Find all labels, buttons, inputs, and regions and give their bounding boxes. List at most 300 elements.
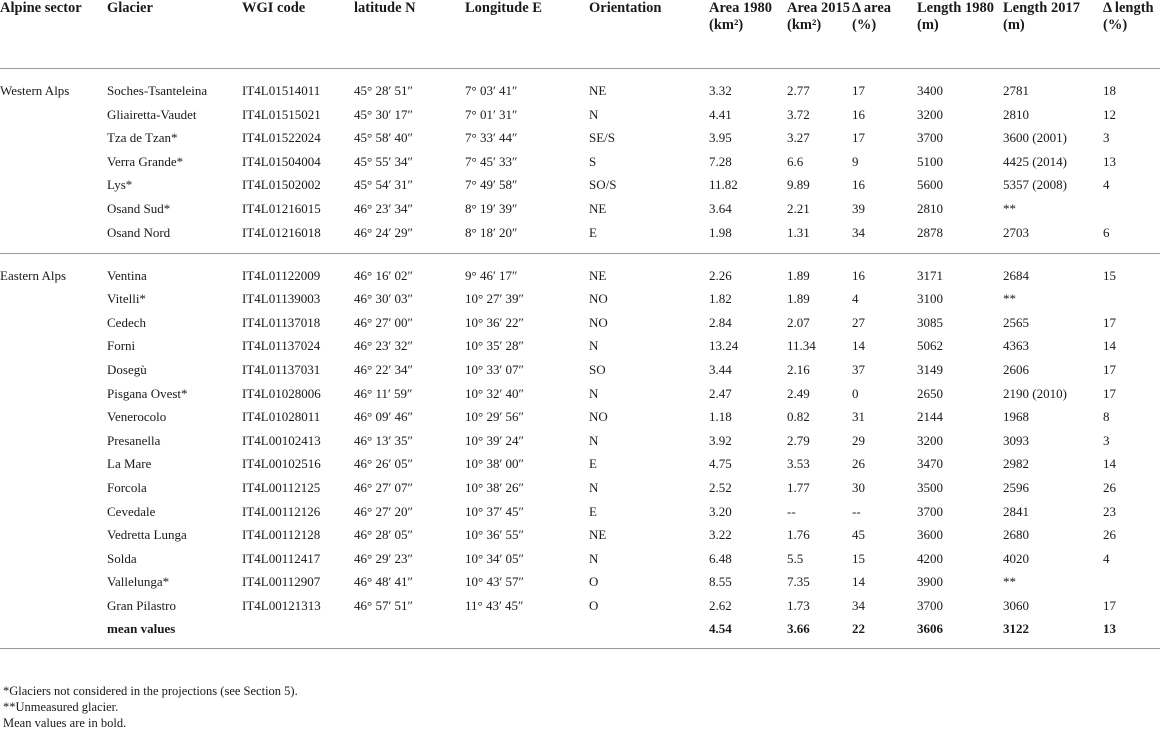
table-cell: 3700 xyxy=(917,130,943,146)
col-header: Glacier xyxy=(107,0,242,69)
table-cell: 4 xyxy=(852,291,859,307)
table-cell: 46° 16′ 02″ xyxy=(354,267,413,283)
table-row xyxy=(0,386,1160,410)
glacier-name-cell: Cedech xyxy=(107,314,146,330)
table-row xyxy=(0,130,1160,154)
table-cell: 10° 35′ 28″ xyxy=(465,338,524,354)
glacier-name-cell: Forni xyxy=(107,338,136,354)
table-cell: 10° 43′ 57″ xyxy=(465,574,524,590)
table-cell: 46° 23′ 32″ xyxy=(354,338,413,354)
table-cell: SE/S xyxy=(589,130,616,146)
table-cell: 2650 xyxy=(917,385,943,401)
table-cell xyxy=(242,621,354,649)
glacier-name-cell: Vedretta Lunga xyxy=(107,527,187,543)
table-cell: N xyxy=(589,385,599,401)
table-cell: 14 xyxy=(852,574,865,590)
table-cell: 2.07 xyxy=(787,314,810,330)
sector-cell xyxy=(0,480,107,504)
table-cell: NE xyxy=(589,200,607,216)
glacier-name-cell: Tza de Tzan* xyxy=(107,130,178,146)
table-cell: 3.44 xyxy=(709,361,732,377)
table-cell: N xyxy=(589,338,599,354)
table-cell: 2841 xyxy=(1003,503,1029,519)
table-cell: 15 xyxy=(1103,267,1116,283)
sector-cell xyxy=(0,338,107,362)
table-cell: IT4L00112907 xyxy=(242,574,321,590)
table-row xyxy=(0,69,1160,107)
mean-values-row xyxy=(0,621,1160,649)
table-cell: IT4L01028011 xyxy=(242,409,321,425)
table-cell: SO/S xyxy=(589,177,617,193)
table-cell: E xyxy=(589,456,597,472)
table-cell: 7° 49′ 58″ xyxy=(465,177,518,193)
table-cell: 3900 xyxy=(917,574,943,590)
table-cell: 10° 38′ 00″ xyxy=(465,456,524,472)
table-cell xyxy=(1103,574,1160,598)
table-cell: 3.32 xyxy=(709,83,732,98)
sector-cell xyxy=(0,527,107,551)
table-row xyxy=(0,338,1160,362)
table-cell: 4200 xyxy=(917,550,943,566)
table-cell: ** xyxy=(1003,200,1016,216)
table-cell: 2703 xyxy=(1003,225,1103,254)
table-cell: 8 xyxy=(1103,409,1110,425)
glacier-name-cell: Cevedale xyxy=(107,503,156,519)
table-cell: 17 xyxy=(852,130,865,146)
table-cell: 30 xyxy=(852,479,865,495)
table-cell: 2.84 xyxy=(709,314,732,330)
table-cell: 2.16 xyxy=(787,361,810,377)
table-cell: 3093 xyxy=(1003,432,1029,448)
col-header: Orientation xyxy=(589,0,709,69)
table-row xyxy=(0,107,1160,131)
table-cell: 11.82 xyxy=(709,177,738,193)
table-cell: 2190 (2010) xyxy=(1003,385,1067,401)
table-cell: IT4L01502002 xyxy=(242,177,321,193)
table-cell: 10° 34′ 05″ xyxy=(465,550,524,566)
table-cell: 1.76 xyxy=(787,527,810,543)
table-cell: 46° 28′ 05″ xyxy=(354,527,413,543)
table-cell: N xyxy=(589,106,599,122)
table-row xyxy=(0,551,1160,575)
sector-cell xyxy=(0,225,107,254)
table-cell: NE xyxy=(589,527,607,543)
table-cell: NO xyxy=(589,291,608,307)
table-cell: 3.64 xyxy=(709,200,732,216)
table-cell: -- xyxy=(787,503,796,519)
table-cell: 1.77 xyxy=(787,479,810,495)
glacier-name-cell: La Mare xyxy=(107,456,152,472)
table-row xyxy=(0,456,1160,480)
table-cell: 2.62 xyxy=(709,597,732,613)
table-cell: 15 xyxy=(852,550,865,566)
col-header: Length 1980 (m) xyxy=(917,0,1003,69)
table-cell: 46° 22′ 34″ xyxy=(354,361,413,377)
table-cell: 3500 xyxy=(917,479,943,495)
table-cell: 1.89 xyxy=(787,267,810,283)
table-cell: 4.41 xyxy=(709,106,732,122)
table-cell: 39 xyxy=(852,200,865,216)
mean-value-cell: 4.54 xyxy=(709,621,787,649)
table-row xyxy=(0,433,1160,457)
table-cell: 14 xyxy=(1103,456,1116,472)
footnote-bold: Mean values are in bold. xyxy=(3,716,127,730)
table-cell xyxy=(354,621,465,649)
table-cell: IT4L00112417 xyxy=(242,550,321,566)
table-cell: 2144 xyxy=(917,409,943,425)
glacier-name-cell: Vallelunga* xyxy=(107,574,170,590)
glacier-name-cell: Dosegù xyxy=(107,361,147,377)
table-cell: 4020 xyxy=(1003,550,1029,566)
table-row xyxy=(0,574,1160,598)
table-cell: 2.21 xyxy=(787,200,810,216)
table-cell: 7.28 xyxy=(709,153,732,169)
table-cell: N xyxy=(589,432,599,448)
table-body xyxy=(0,69,1160,649)
table-cell: 45° 30′ 17″ xyxy=(354,106,413,122)
table-cell xyxy=(1103,201,1160,225)
table-cell xyxy=(589,621,709,649)
table-cell: 27 xyxy=(852,314,865,330)
table-cell: 1.73 xyxy=(787,597,810,613)
sector-cell xyxy=(0,504,107,528)
table-cell: IT4L01522024 xyxy=(242,130,321,146)
table-cell: 4425 (2014) xyxy=(1003,153,1067,169)
table-cell: 13 xyxy=(1103,153,1116,169)
table-cell: 3 xyxy=(1103,130,1110,146)
table-cell: 26 xyxy=(1103,527,1116,543)
table-cell: 5100 xyxy=(917,153,943,169)
footnote-unmeasured: **Unmeasured glacier. xyxy=(3,700,119,714)
table-cell: 2.77 xyxy=(787,83,810,98)
glacier-name-cell: Venerocolo xyxy=(107,409,167,425)
table-cell: 16 xyxy=(852,267,865,283)
mean-values-label: mean values xyxy=(107,621,242,649)
table-cell: NE xyxy=(589,83,607,98)
table-cell: 2.49 xyxy=(787,385,810,401)
table-cell: 8.55 xyxy=(709,574,732,590)
table-cell: 3700 xyxy=(917,503,943,519)
table-cell: 3100 xyxy=(917,291,943,307)
table-cell: 7.35 xyxy=(787,574,810,590)
table-cell: 2.26 xyxy=(709,267,732,283)
table-cell: 2596 xyxy=(1003,479,1029,495)
table-cell: 11° 43′ 45″ xyxy=(465,597,524,613)
table-row xyxy=(0,504,1160,528)
table-cell: 46° 26′ 05″ xyxy=(354,456,413,472)
table-cell: 10° 29′ 56″ xyxy=(465,409,524,425)
table-cell: 7° 01′ 31″ xyxy=(465,106,518,122)
col-header: Alpine sector xyxy=(0,0,107,69)
table-cell: 14 xyxy=(1103,338,1116,354)
table-cell: 2781 xyxy=(1003,83,1029,98)
table-cell: 8° 19′ 39″ xyxy=(465,200,518,216)
table-cell: E xyxy=(589,225,709,254)
table-cell: 2810 xyxy=(917,200,943,216)
mean-value-cell: 3606 xyxy=(917,621,1003,649)
table-cell: 7° 45′ 33″ xyxy=(465,153,518,169)
table-cell: 37 xyxy=(852,361,865,377)
table-row xyxy=(0,315,1160,339)
sector-cell xyxy=(0,107,107,131)
table-cell: 12 xyxy=(1103,106,1116,122)
sector-cell xyxy=(0,456,107,480)
table-cell: 10° 27′ 39″ xyxy=(465,291,524,307)
table-cell: 5.5 xyxy=(787,550,804,566)
table-cell: 3.20 xyxy=(709,503,732,519)
table-row xyxy=(0,154,1160,178)
footnote-not-projected: *Glaciers not considered in the projections (see Section 5). xyxy=(3,684,298,698)
table-cell: 10° 37′ 45″ xyxy=(465,503,524,519)
table-cell: 17 xyxy=(1103,361,1116,377)
table-cell: 31 xyxy=(852,409,865,425)
table-cell: 45° 58′ 40″ xyxy=(354,130,413,146)
table-cell: 17 xyxy=(1103,385,1116,401)
glacier-name-cell: Gliairetta-Vaudet xyxy=(107,106,197,122)
table-cell: IT4L01028006 xyxy=(242,385,321,401)
table-cell: NE xyxy=(589,267,607,283)
table-cell: 16 xyxy=(852,177,865,193)
col-header: Δ length (%) xyxy=(1103,0,1160,69)
table-cell: -- xyxy=(852,503,861,519)
table-cell: 2982 xyxy=(1003,456,1029,472)
table-cell: 23 xyxy=(1103,503,1116,519)
sector-cell: Western Alps xyxy=(0,83,70,98)
table-cell: 18 xyxy=(1103,83,1116,98)
col-header: Area 2015 (km²) xyxy=(787,0,852,69)
table-row xyxy=(0,480,1160,504)
table-cell: IT4L01122009 xyxy=(242,267,321,283)
table-cell: 3.27 xyxy=(787,130,810,146)
table-cell: 4.75 xyxy=(709,456,732,472)
table-cell: 46° 13′ 35″ xyxy=(354,432,413,448)
table-cell: 5062 xyxy=(917,338,943,354)
table-cell xyxy=(1103,291,1160,315)
table-cell: 3.53 xyxy=(787,456,810,472)
table-cell: 2.47 xyxy=(709,385,732,401)
table-cell: 45 xyxy=(852,527,865,543)
table-cell: 10° 36′ 22″ xyxy=(465,314,524,330)
table-cell: 17 xyxy=(1103,597,1116,613)
col-header: latitude N xyxy=(354,0,465,69)
table-row xyxy=(0,225,1160,254)
table-cell: 10° 32′ 40″ xyxy=(465,385,524,401)
sector-cell xyxy=(0,154,107,178)
table-cell: 46° 48′ 41″ xyxy=(354,574,413,590)
table-cell: 3.22 xyxy=(709,527,732,543)
table-cell: E xyxy=(589,503,597,519)
table-cell: 13.24 xyxy=(709,338,739,354)
table-cell: 3600 (2001) xyxy=(1003,130,1067,146)
table-cell: 46° 57′ 51″ xyxy=(354,597,413,613)
table-cell: 14 xyxy=(852,338,865,354)
table-cell: IT4L01514011 xyxy=(242,83,321,98)
col-header: Δ area (%) xyxy=(852,0,917,69)
mean-value-cell: 22 xyxy=(852,621,917,649)
table-cell: S xyxy=(589,153,597,169)
table-cell: 3.95 xyxy=(709,130,732,146)
table-cell: 46° 09′ 46″ xyxy=(354,409,413,425)
table-row xyxy=(0,362,1160,386)
table-cell: 45° 28′ 51″ xyxy=(354,83,413,98)
table-row xyxy=(0,409,1160,433)
table-cell: 34 xyxy=(852,225,917,254)
table-cell: 5357 (2008) xyxy=(1003,177,1067,193)
sector-cell xyxy=(0,409,107,433)
table-cell: 10° 38′ 26″ xyxy=(465,479,524,495)
header-row xyxy=(0,0,1160,69)
table-cell: 6 xyxy=(1103,225,1160,254)
table-cell: 3 xyxy=(1103,432,1110,448)
table-cell: IT4L01137024 xyxy=(242,338,321,354)
table-cell: IT4L00112126 xyxy=(242,503,321,519)
sector-cell: Eastern Alps xyxy=(0,267,67,283)
table-cell: 5600 xyxy=(917,177,943,193)
table-cell: 0 xyxy=(852,385,859,401)
table-cell: O xyxy=(589,574,599,590)
sector-cell xyxy=(0,574,107,598)
table-cell: ** xyxy=(1003,291,1016,307)
table-cell: 1.98 xyxy=(709,225,787,254)
table-cell: 34 xyxy=(852,597,865,613)
table-cell: NO xyxy=(589,314,608,330)
table-cell: IT4L01216015 xyxy=(242,200,321,216)
table-cell: 3085 xyxy=(917,314,943,330)
glacier-name-cell: Osand Nord xyxy=(107,225,242,254)
sector-cell xyxy=(0,130,107,154)
glacier-name-cell: Soches-Tsanteleina xyxy=(107,83,208,98)
table-cell: 2810 xyxy=(1003,106,1029,122)
table-cell: NO xyxy=(589,409,608,425)
table-cell: 46° 11′ 59″ xyxy=(354,385,413,401)
table-cell: 17 xyxy=(852,83,865,98)
table-cell: 3171 xyxy=(917,267,943,283)
table-cell: N xyxy=(589,479,599,495)
table-cell: 26 xyxy=(1103,479,1116,495)
table-cell: 3200 xyxy=(917,106,943,122)
glacier-name-cell: Ventina xyxy=(107,267,147,283)
table-cell: 46° 27′ 00″ xyxy=(354,314,413,330)
table-cell: 3.92 xyxy=(709,432,732,448)
table-cell: 2565 xyxy=(1003,314,1029,330)
table-cell: 8° 18′ 20″ xyxy=(465,225,589,254)
sector-cell xyxy=(0,291,107,315)
table-cell: 10° 33′ 07″ xyxy=(465,361,524,377)
sector-cell xyxy=(0,386,107,410)
table-cell: 17 xyxy=(1103,314,1116,330)
table-cell: 0.82 xyxy=(787,409,810,425)
table-row xyxy=(0,598,1160,622)
table-cell: 45° 55′ 34″ xyxy=(354,153,413,169)
table-cell: 2.79 xyxy=(787,432,810,448)
glacier-name-cell: Lys* xyxy=(107,177,133,193)
table-cell: 46° 23′ 34″ xyxy=(354,200,413,216)
sector-cell xyxy=(0,362,107,386)
table-cell: 46° 27′ 07″ xyxy=(354,479,413,495)
table-cell: 3.72 xyxy=(787,106,810,122)
table-cell: ** xyxy=(1003,574,1016,590)
table-cell: 2878 xyxy=(917,225,1003,254)
table-cell: 11.34 xyxy=(787,338,816,354)
sector-cell xyxy=(0,433,107,457)
table-cell: 9.89 xyxy=(787,177,810,193)
glacier-name-cell: Verra Grande* xyxy=(107,153,184,169)
mean-value-cell: 13 xyxy=(1103,621,1160,649)
glacier-name-cell: Forcola xyxy=(107,479,147,495)
table-cell: 1.31 xyxy=(787,225,852,254)
table-cell: IT4L00102516 xyxy=(242,456,321,472)
table-cell: 9° 46′ 17″ xyxy=(465,267,518,283)
table-cell: 2.52 xyxy=(709,479,732,495)
table-cell: 4363 xyxy=(1003,338,1029,354)
table-cell: IT4L00102413 xyxy=(242,432,321,448)
table-cell: 46° 24′ 29″ xyxy=(354,225,465,254)
table-cell: IT4L01216018 xyxy=(242,225,354,254)
table-cell: 26 xyxy=(852,456,865,472)
table-cell: N xyxy=(589,550,599,566)
table-cell: IT4L00112128 xyxy=(242,527,321,543)
table-cell xyxy=(465,621,589,649)
table-cell: 3600 xyxy=(917,527,943,543)
table-row xyxy=(0,253,1160,291)
table-cell: 46° 27′ 20″ xyxy=(354,503,413,519)
table-cell: 7° 33′ 44″ xyxy=(465,130,518,146)
table-cell: IT4L01139003 xyxy=(242,291,321,307)
glacier-name-cell: Pisgana Ovest* xyxy=(107,385,188,401)
col-header: Area 1980 (km²) xyxy=(709,0,787,69)
table-cell: 46° 30′ 03″ xyxy=(354,291,413,307)
table-cell: 4 xyxy=(1103,177,1110,193)
mean-value-cell: 3122 xyxy=(1003,621,1103,649)
table-cell: 1968 xyxy=(1003,409,1029,425)
table-cell: 3400 xyxy=(917,83,943,98)
sector-cell xyxy=(0,598,107,622)
glacier-name-cell: Gran Pilastro xyxy=(107,597,176,613)
sector-cell xyxy=(0,315,107,339)
sector-cell xyxy=(0,201,107,225)
mean-value-cell: 3.66 xyxy=(787,621,852,649)
col-header: Length 2017 (m) xyxy=(1003,0,1103,69)
table-cell: IT4L01137018 xyxy=(242,314,321,330)
glacier-name-cell: Solda xyxy=(107,550,137,566)
table-cell: 46° 29′ 23″ xyxy=(354,550,413,566)
table-cell: IT4L00112125 xyxy=(242,479,321,495)
col-header: Longitude E xyxy=(465,0,589,69)
table-cell: IT4L01515021 xyxy=(242,106,321,122)
table-cell: O xyxy=(589,597,599,613)
table-cell: IT4L00121313 xyxy=(242,597,321,613)
sector-cell xyxy=(0,177,107,201)
glacier-name-cell: Osand Sud* xyxy=(107,200,171,216)
table-cell: 10° 36′ 55″ xyxy=(465,527,524,543)
table-cell: SO xyxy=(589,361,606,377)
table-cell: 2680 xyxy=(1003,527,1029,543)
table-cell: 45° 54′ 31″ xyxy=(354,177,413,193)
glacier-name-cell: Vitelli* xyxy=(107,291,146,307)
table-cell: 1.89 xyxy=(787,291,810,307)
table-cell: 3060 xyxy=(1003,597,1029,613)
table-cell: 10° 39′ 24″ xyxy=(465,432,524,448)
table-cell: 3700 xyxy=(917,597,943,613)
table-cell: 9 xyxy=(852,153,859,169)
table-cell: 3200 xyxy=(917,432,943,448)
table-cell: 2606 xyxy=(1003,361,1029,377)
table-row xyxy=(0,177,1160,201)
table-row xyxy=(0,201,1160,225)
table-cell: 7° 03′ 41″ xyxy=(465,83,518,98)
table-cell: IT4L01504004 xyxy=(242,153,321,169)
table-cell: 6.48 xyxy=(709,550,732,566)
